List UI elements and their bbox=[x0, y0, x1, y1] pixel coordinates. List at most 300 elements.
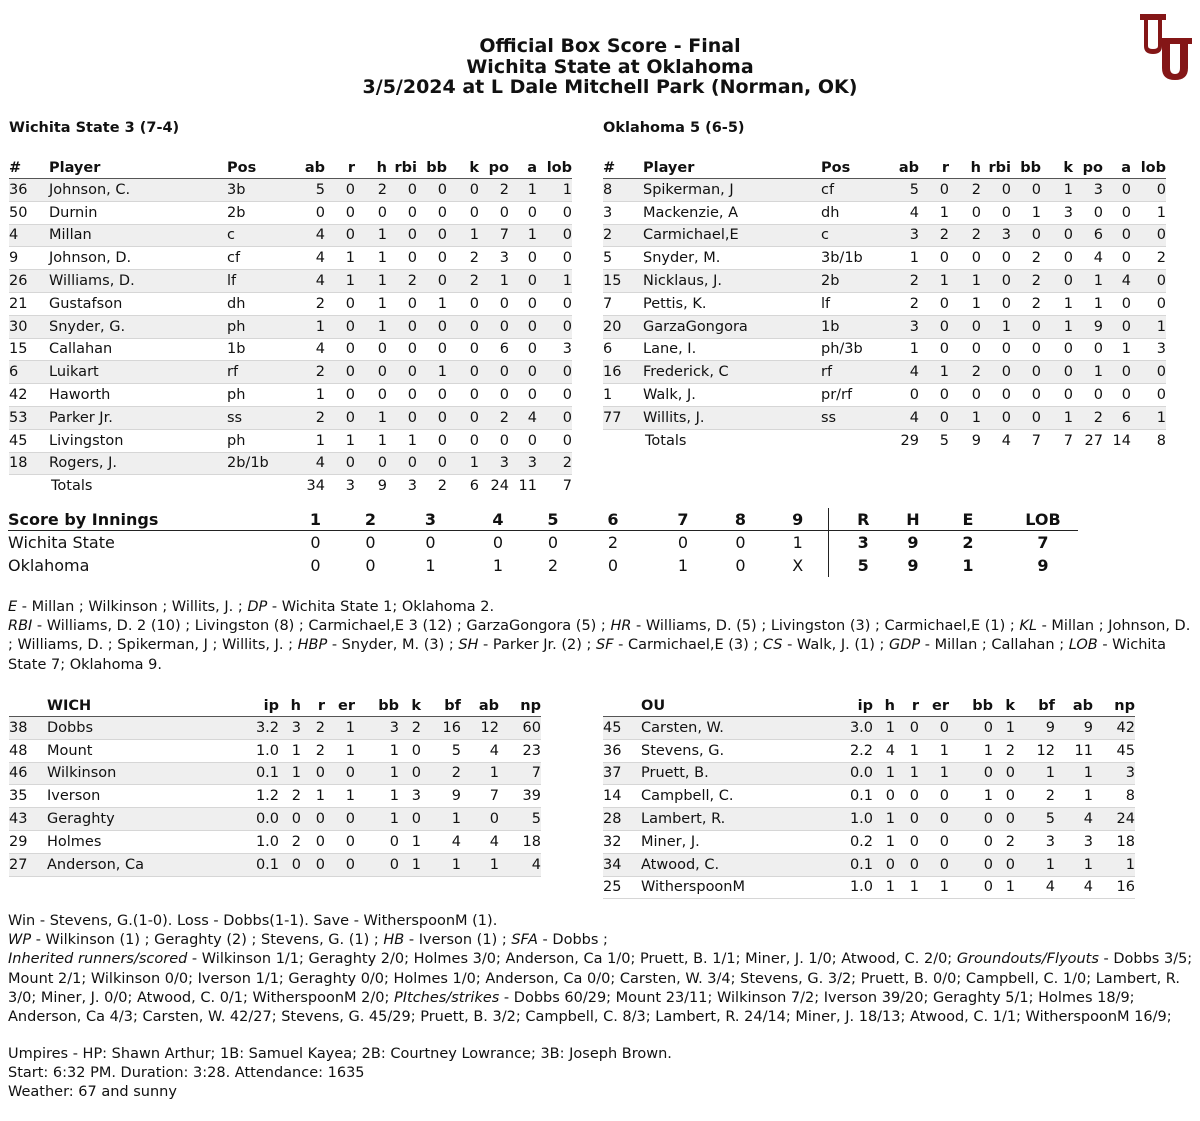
cell: 1 bbox=[1131, 201, 1166, 224]
col-header: h bbox=[873, 695, 895, 717]
cell: 0 bbox=[895, 785, 919, 808]
cell: 3 bbox=[479, 452, 509, 475]
cell: 1 bbox=[873, 762, 895, 785]
cell: 0 bbox=[325, 762, 355, 785]
cell: 1 bbox=[399, 830, 421, 853]
cell: 0 bbox=[981, 201, 1011, 224]
cell: 43 bbox=[9, 808, 47, 831]
totals-cell bbox=[9, 475, 49, 497]
cell: 0 bbox=[479, 315, 509, 338]
cell: 9 bbox=[1073, 315, 1103, 338]
totals-cell: 4 bbox=[981, 429, 1011, 451]
inning-score: 0 bbox=[425, 533, 436, 552]
cell: 0 bbox=[417, 315, 447, 338]
cell: c bbox=[227, 224, 277, 247]
inning-score: 0 bbox=[365, 533, 376, 552]
cell: 42 bbox=[1093, 717, 1135, 740]
cell: 45 bbox=[1093, 739, 1135, 762]
cs-text: - Walk, J. (1) ; bbox=[782, 637, 890, 654]
cell: lf bbox=[227, 270, 277, 293]
cell: 0 bbox=[1011, 179, 1041, 202]
cell: 9 bbox=[1055, 717, 1093, 740]
cell: WitherspoonM bbox=[641, 876, 803, 899]
cell: 0 bbox=[1041, 247, 1073, 270]
col-header-h: h bbox=[355, 157, 387, 179]
cell: 1 bbox=[1055, 785, 1093, 808]
inning-score: 0 bbox=[607, 556, 619, 575]
totals-cell: 5 bbox=[919, 429, 949, 451]
cell: 0 bbox=[417, 429, 447, 452]
cell: rf bbox=[227, 361, 277, 384]
cell: 7 bbox=[603, 292, 643, 315]
table-row bbox=[603, 247, 1166, 270]
cell: 1 bbox=[301, 785, 325, 808]
inning-score: 2 bbox=[607, 533, 619, 552]
cell: ph bbox=[227, 429, 277, 452]
cell: ss bbox=[227, 406, 277, 429]
cell: 1 bbox=[325, 785, 355, 808]
cell: 38 bbox=[9, 717, 47, 740]
col-header: r bbox=[301, 695, 325, 717]
cell: 0 bbox=[949, 830, 993, 853]
cell: 0 bbox=[1103, 247, 1131, 270]
cell: 0 bbox=[919, 384, 949, 407]
cell: 0 bbox=[919, 247, 949, 270]
inning-score: 0 bbox=[735, 533, 746, 552]
inning-score: 0 bbox=[677, 533, 689, 552]
cell: 2 bbox=[1011, 270, 1041, 293]
cell: 1 bbox=[919, 876, 949, 899]
cell: 39 bbox=[499, 785, 541, 808]
table-row bbox=[9, 853, 541, 876]
cell: 0 bbox=[919, 785, 949, 808]
cell: 1 bbox=[1073, 361, 1103, 384]
totals-cell bbox=[227, 475, 277, 497]
cell: 0 bbox=[895, 717, 919, 740]
col-header-pos: Pos bbox=[821, 157, 871, 179]
cell: Atwood, C. bbox=[641, 853, 803, 876]
e-label: E bbox=[8, 599, 18, 615]
col-header-ab: ab bbox=[871, 157, 919, 179]
cell: 0 bbox=[325, 338, 355, 361]
cell: 3 bbox=[603, 201, 643, 224]
cell: 1 bbox=[873, 830, 895, 853]
cell: 2 bbox=[537, 452, 572, 475]
col-header: ip bbox=[209, 695, 279, 717]
cell: 2 bbox=[919, 224, 949, 247]
cell: 0 bbox=[1011, 406, 1041, 429]
cell: 26 bbox=[9, 270, 49, 293]
cell: 4 bbox=[871, 361, 919, 384]
inherited-runners-text: - Wilkinson 1/1; Geraghty 2/0; Holmes 3/0; Anderson, Ca 1/0; Pruett, B. 1/1; Miner, J. 1/0; Atwood, C. 2/0; bbox=[187, 951, 957, 968]
cell: 0 bbox=[417, 224, 447, 247]
cell: 2 bbox=[447, 270, 479, 293]
cell: 1 bbox=[895, 876, 919, 899]
cell: 2b bbox=[227, 201, 277, 224]
cell: 15 bbox=[603, 270, 643, 293]
innings-header: 3 bbox=[398, 508, 463, 531]
cell: 0 bbox=[399, 808, 421, 831]
cell: 4 bbox=[509, 406, 537, 429]
cell: 0 bbox=[325, 384, 355, 407]
cell: 1 bbox=[509, 179, 537, 202]
cell: Durnin bbox=[49, 201, 227, 224]
cell: 4 bbox=[871, 406, 919, 429]
cell: GarzaGongora bbox=[643, 315, 821, 338]
totals-cell: 3 bbox=[325, 475, 355, 497]
wp-text: - Wilkinson (1) ; Geraghty (2) ; Stevens, G. (1) ; bbox=[31, 932, 384, 949]
totals-cell: 11 bbox=[509, 475, 537, 497]
cell: 0 bbox=[949, 717, 993, 740]
table-row bbox=[9, 406, 572, 429]
cell: Mackenzie, A bbox=[643, 201, 821, 224]
cell: 16 bbox=[421, 717, 461, 740]
cell: 1 bbox=[873, 876, 895, 899]
cell: 0 bbox=[1131, 361, 1166, 384]
cell: 2 bbox=[421, 762, 461, 785]
cell: 5 bbox=[277, 179, 325, 202]
table-row bbox=[9, 270, 572, 293]
cell: 0 bbox=[1041, 338, 1073, 361]
cell: 0 bbox=[1103, 315, 1131, 338]
dp-label: DP bbox=[247, 599, 268, 615]
cell: 1 bbox=[949, 406, 981, 429]
cell: 0 bbox=[417, 247, 447, 270]
pitching-team-label: OU bbox=[641, 695, 803, 717]
cell: 0.1 bbox=[803, 785, 873, 808]
cell: 0 bbox=[301, 762, 325, 785]
cell: 0 bbox=[479, 361, 509, 384]
cell: 2 bbox=[277, 406, 325, 429]
cell: 0.2 bbox=[803, 830, 873, 853]
cell: 0 bbox=[479, 429, 509, 452]
cell: 0 bbox=[919, 830, 949, 853]
cell: 0 bbox=[1103, 179, 1131, 202]
cell: 0 bbox=[919, 179, 949, 202]
cell: 4 bbox=[499, 853, 541, 876]
table-row bbox=[603, 338, 1166, 361]
cell: 1 bbox=[537, 270, 572, 293]
cell: 5 bbox=[421, 739, 461, 762]
cell: 1.0 bbox=[803, 808, 873, 831]
cell: 0 bbox=[949, 384, 981, 407]
cell: 0 bbox=[387, 384, 417, 407]
cell: ph bbox=[227, 384, 277, 407]
cell: 18 bbox=[9, 452, 49, 475]
cell: 0 bbox=[447, 292, 479, 315]
cell: 6 bbox=[479, 338, 509, 361]
cell: 1 bbox=[949, 270, 981, 293]
cell: 0 bbox=[447, 338, 479, 361]
cell: 0 bbox=[873, 853, 895, 876]
cell: 0 bbox=[1103, 384, 1131, 407]
col-header-k: k bbox=[1041, 157, 1073, 179]
cell: 1 bbox=[1131, 406, 1166, 429]
cell: 1 bbox=[277, 429, 325, 452]
cell: 1b bbox=[821, 315, 871, 338]
home-team-header: Oklahoma 5 (6-5) bbox=[603, 120, 745, 136]
cell: 2 bbox=[871, 292, 919, 315]
away-batting-table bbox=[9, 157, 572, 497]
cell: 0 bbox=[949, 338, 981, 361]
cell: 2 bbox=[871, 270, 919, 293]
cell: 3 bbox=[981, 224, 1011, 247]
cell: 0 bbox=[1103, 361, 1131, 384]
umpires: Umpires - HP: Shawn Arthur; 1B: Samuel Kayea; 2B: Courtney Lowrance; 3B: Joseph Brown. bbox=[8, 1046, 672, 1062]
col-header: np bbox=[1093, 695, 1135, 717]
cell: 2 bbox=[949, 179, 981, 202]
totals-row bbox=[603, 429, 1166, 451]
cell: 0 bbox=[1011, 224, 1041, 247]
cell: 1 bbox=[277, 384, 325, 407]
cell: 0 bbox=[417, 179, 447, 202]
totals-cell bbox=[603, 429, 643, 451]
cell: 1 bbox=[895, 739, 919, 762]
cell: 2 bbox=[479, 179, 509, 202]
table-row bbox=[603, 201, 1166, 224]
cell: 6 bbox=[603, 338, 643, 361]
cell: 0 bbox=[1011, 384, 1041, 407]
cell: 2 bbox=[399, 717, 421, 740]
totals-cell: 7 bbox=[1011, 429, 1041, 451]
col-header-bb: bb bbox=[417, 157, 447, 179]
totals-cell: 6 bbox=[447, 475, 479, 497]
hbp-text: - Snyder, M. (3) ; bbox=[327, 637, 459, 654]
cell: 46 bbox=[9, 762, 47, 785]
cell: 0 bbox=[355, 452, 387, 475]
cell: 2 bbox=[949, 224, 981, 247]
pitching-summary bbox=[8, 912, 1193, 1027]
cell: 0 bbox=[993, 853, 1015, 876]
cell: 1.0 bbox=[209, 739, 279, 762]
cell: 2b bbox=[821, 270, 871, 293]
table-row bbox=[9, 179, 572, 202]
cell: 0 bbox=[537, 384, 572, 407]
totals-cell: Totals bbox=[643, 429, 821, 451]
table-row bbox=[603, 739, 1135, 762]
cell: 0 bbox=[509, 292, 537, 315]
cell: 0 bbox=[919, 315, 949, 338]
cell: Gustafson bbox=[49, 292, 227, 315]
cell: 0 bbox=[447, 429, 479, 452]
title-line-2: Wichita State at Oklahoma bbox=[466, 55, 754, 78]
cell: 4 bbox=[1055, 876, 1093, 899]
cell: 4 bbox=[461, 739, 499, 762]
cell: 0 bbox=[895, 853, 919, 876]
cell: 0 bbox=[993, 785, 1015, 808]
cell: 4 bbox=[277, 247, 325, 270]
cell: Anderson, Ca bbox=[47, 853, 209, 876]
totals-cell: 2 bbox=[417, 475, 447, 497]
cell: 0 bbox=[1011, 361, 1041, 384]
cell: 1 bbox=[873, 717, 895, 740]
cell: 0 bbox=[895, 808, 919, 831]
cell: 1 bbox=[355, 762, 399, 785]
cell: Parker Jr. bbox=[49, 406, 227, 429]
cell: 3 bbox=[509, 452, 537, 475]
cell: 1 bbox=[421, 853, 461, 876]
cell: 2 bbox=[301, 739, 325, 762]
cell: 4 bbox=[277, 270, 325, 293]
cell: 0 bbox=[537, 292, 572, 315]
cell: 2 bbox=[279, 830, 301, 853]
cell: 1 bbox=[325, 717, 355, 740]
table-row bbox=[603, 384, 1166, 407]
cell: 0 bbox=[447, 361, 479, 384]
cell: 0 bbox=[447, 406, 479, 429]
cell: 0.0 bbox=[803, 762, 873, 785]
team-total: 2 bbox=[962, 533, 974, 552]
cell: Campbell, C. bbox=[641, 785, 803, 808]
totals-cell: 24 bbox=[479, 475, 509, 497]
cell: 0 bbox=[387, 292, 417, 315]
table-row bbox=[603, 785, 1135, 808]
table-row bbox=[603, 406, 1166, 429]
cell: 1 bbox=[355, 785, 399, 808]
kl-label: KL bbox=[1019, 618, 1037, 635]
cell: 48 bbox=[9, 739, 47, 762]
cell: 2 bbox=[279, 785, 301, 808]
cell: 6 bbox=[9, 361, 49, 384]
cell: c bbox=[821, 224, 871, 247]
cell: 1 bbox=[325, 270, 355, 293]
cell: 0 bbox=[1073, 384, 1103, 407]
cell: 0 bbox=[537, 315, 572, 338]
cell: 0 bbox=[399, 739, 421, 762]
cell: Haworth bbox=[49, 384, 227, 407]
cell: 0 bbox=[537, 406, 572, 429]
cell: 0 bbox=[1041, 270, 1073, 293]
cell: 9 bbox=[9, 247, 49, 270]
totals-cell: 34 bbox=[277, 475, 325, 497]
cell: 0.1 bbox=[209, 762, 279, 785]
cell: 0 bbox=[509, 429, 537, 452]
cell: 0 bbox=[279, 808, 301, 831]
cell: 1 bbox=[421, 808, 461, 831]
table-row bbox=[9, 201, 572, 224]
cell: 12 bbox=[1015, 739, 1055, 762]
cell: 36 bbox=[9, 179, 49, 202]
table-row bbox=[9, 429, 572, 452]
cell: 0 bbox=[301, 830, 325, 853]
cell: 3 bbox=[1131, 338, 1166, 361]
hbp-label: HBP bbox=[297, 637, 328, 654]
cell: 27 bbox=[9, 853, 47, 876]
cell: 0 bbox=[387, 361, 417, 384]
away-team-header: Wichita State 3 (7-4) bbox=[9, 120, 180, 136]
cell: 2 bbox=[603, 224, 643, 247]
inning-score: 1 bbox=[425, 556, 436, 575]
cell: 1 bbox=[325, 429, 355, 452]
cell: 14 bbox=[603, 785, 641, 808]
table-row bbox=[9, 338, 572, 361]
cell: Millan bbox=[49, 224, 227, 247]
cell: 0 bbox=[355, 361, 387, 384]
cell: 0 bbox=[325, 452, 355, 475]
rbi-label: RBI bbox=[8, 618, 33, 635]
cell: 4 bbox=[1073, 247, 1103, 270]
cell: 0 bbox=[447, 315, 479, 338]
cell: Johnson, C. bbox=[49, 179, 227, 202]
cell: 2 bbox=[1131, 247, 1166, 270]
cell: Spikerman, J bbox=[643, 179, 821, 202]
cell: 0 bbox=[417, 201, 447, 224]
cell: 20 bbox=[603, 315, 643, 338]
innings-header: 5 bbox=[533, 508, 573, 531]
cell: 4 bbox=[1103, 270, 1131, 293]
team-total: 9 bbox=[907, 556, 919, 575]
cell: 4 bbox=[461, 830, 499, 853]
cell: 1 bbox=[325, 247, 355, 270]
table-row bbox=[9, 315, 572, 338]
team-name: Oklahoma bbox=[8, 556, 90, 575]
cell: 0 bbox=[873, 785, 895, 808]
cell: 3 bbox=[1055, 830, 1093, 853]
team-total: 7 bbox=[1037, 533, 1049, 552]
cell: 77 bbox=[603, 406, 643, 429]
innings-header: 6 bbox=[573, 508, 653, 531]
cell: 1 bbox=[919, 201, 949, 224]
cell: 4 bbox=[9, 224, 49, 247]
cell: dh bbox=[821, 201, 871, 224]
cell: 1 bbox=[461, 853, 499, 876]
cell: Snyder, M. bbox=[643, 247, 821, 270]
sfa-text: - Dobbs ; bbox=[537, 932, 608, 949]
cell: 2 bbox=[301, 717, 325, 740]
col-header-r: r bbox=[919, 157, 949, 179]
cell: 1 bbox=[1055, 762, 1093, 785]
cell: 0 bbox=[949, 876, 993, 899]
cell: 4 bbox=[1015, 876, 1055, 899]
home-batting-table bbox=[603, 157, 1166, 452]
cell: 0 bbox=[1041, 384, 1073, 407]
cell: 0 bbox=[981, 384, 1011, 407]
cell: 0 bbox=[1131, 224, 1166, 247]
cell: 42 bbox=[9, 384, 49, 407]
cell: 0 bbox=[325, 179, 355, 202]
cell: 28 bbox=[603, 808, 641, 831]
cell: 1 bbox=[919, 762, 949, 785]
cell: 0 bbox=[1011, 315, 1041, 338]
cell: 0 bbox=[387, 201, 417, 224]
cell: 2 bbox=[387, 270, 417, 293]
cell: 3b/1b bbox=[821, 247, 871, 270]
cell: 0 bbox=[949, 853, 993, 876]
cell: Pettis, K. bbox=[643, 292, 821, 315]
col-header-k: k bbox=[447, 157, 479, 179]
cell: 0 bbox=[895, 830, 919, 853]
cell: 1.2 bbox=[209, 785, 279, 808]
cell: Mount bbox=[47, 739, 209, 762]
cell: 0 bbox=[537, 247, 572, 270]
totals-cell bbox=[821, 429, 871, 451]
cell: 7 bbox=[461, 785, 499, 808]
away-pitching-table bbox=[9, 695, 541, 877]
col-header: ip bbox=[803, 695, 873, 717]
cell: 1 bbox=[919, 270, 949, 293]
cell: 1 bbox=[871, 247, 919, 270]
cell: 1 bbox=[873, 808, 895, 831]
cell: 5 bbox=[603, 247, 643, 270]
cell: Rogers, J. bbox=[49, 452, 227, 475]
cell: 0 bbox=[509, 270, 537, 293]
table-row bbox=[9, 247, 572, 270]
table-row bbox=[9, 384, 572, 407]
cell: 3 bbox=[479, 247, 509, 270]
cell: pr/rf bbox=[821, 384, 871, 407]
cell: 0 bbox=[277, 201, 325, 224]
col-header: bb bbox=[355, 695, 399, 717]
